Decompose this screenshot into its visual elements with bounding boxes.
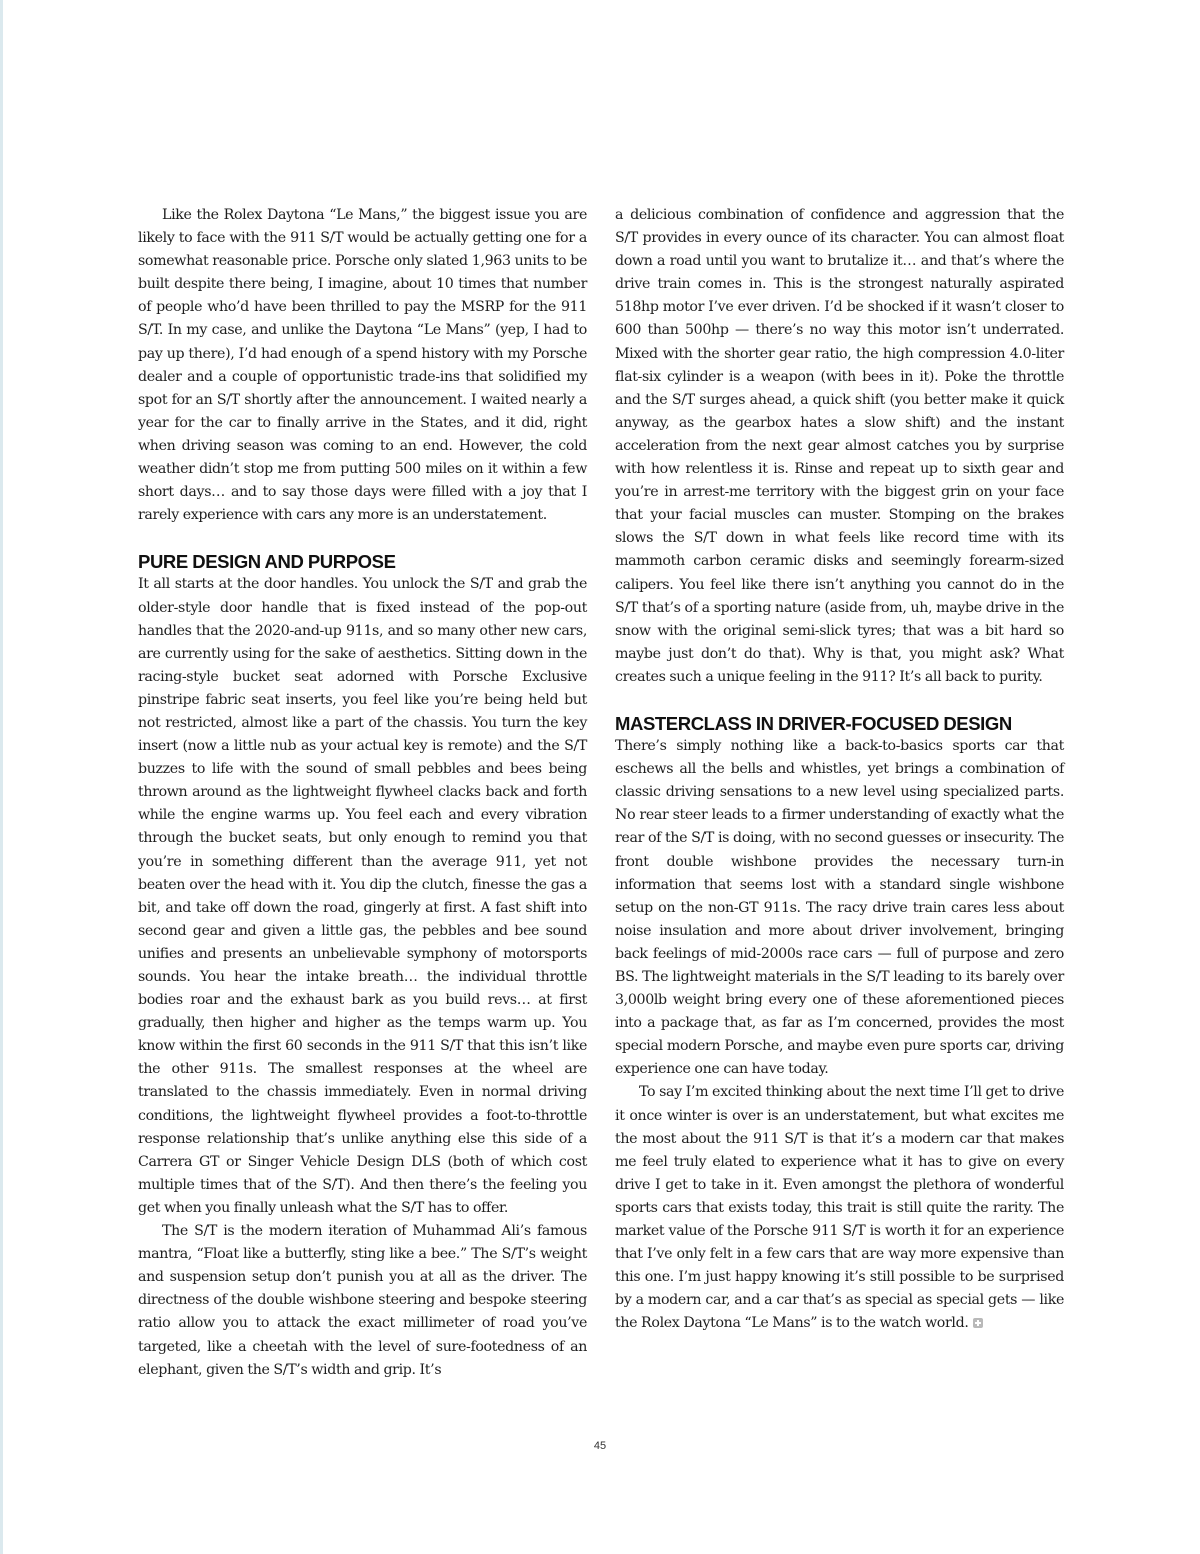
page-edge: [0, 0, 3, 1554]
article-paragraph: The S/T is the modern iteration of Muhammad Ali’s famous mantra, “Float like a butterfly, sting like a bee.” The S/T’s weight and suspension setup don’t punish you at all as the driver. The directness of the double wishbone steering and bespoke steering ratio allow you to attack the exact millimeter of road you’ve targeted, like a cheetah with the level of sure-footedness of an elephant, given the S/T’s width and grip. It’s: [138, 1223, 587, 1378]
article-paragraph: a delicious combination of confidence and aggression that the S/T provides in every ounce of its character. You can almost float down a road until you want to brutalize it… and that’s where the drive train comes in. This is the strongest naturally aspirated 518hp motor I’ve ever driven. I’d be shocked if it wasn’t closer to 600 than 500hp — there’s no way this motor isn’t underrated. Mixed with the shorter gear ratio, the high compression 4.0-liter flat-six cylinder is a weapon (with bees in it). Poke the throttle and the S/T surges ahead, a quick shift (you better make it quick anyway, as the gearbox hates a slow shift) and the instant acceleration from the next gear almost catches you by surprise with how relentless it is. Rinse and repeat up to sixth gear and you’re in arrest-me territory with the biggest grin on your face that your facial muscles can muster. Stomping on the brakes slows the S/T down in what feels like record time with its mammoth carbon ceramic disks and seemingly forearm-sized calipers. You feel like there isn’t anything you cannot do in the S/T that’s of a sporting nature (aside from, uh, maybe drive in the snow with the original semi-slick tyres; that was a bit hard so maybe just don’t do that). Why is that, you might ask? What creates such a unique feeling in the 911? It’s all back to purity.: [615, 207, 1064, 685]
article-closing-paragraph: [615, 1081, 1064, 1335]
article-paragraph-text: To say I’m excited thinking about the next time I’ll get to drive it once winter is over is an understatement, but what excites me the most about the 911 S/T is that it’s a modern car that makes me feel truly elated to experience what it has to give on every drive I get to take in it. Even amongst the plethora of wonderful sports cars that exists today, this trait is still quite the rarity. The market value of the Porsche 911 S/T is worth it for an experience that I’ve only felt in a few cars that are way more expensive than this one. I’m just happy knowing it’s still possible to be surprised by a modern car, and a car that’s as special as special gets — like the Rolex Daytona “Le Mans” is to the watch world.: [615, 1084, 1064, 1332]
section-heading-masterclass: MASTERCLASS IN DRIVER-FOCUSED DESIGN: [615, 712, 1012, 734]
page-number: 45: [593, 1440, 607, 1452]
section-heading-pure-design: PURE DESIGN AND PURPOSE: [138, 551, 396, 573]
end-of-article-icon: [973, 1318, 983, 1328]
article-paragraph: There’s simply nothing like a back-to-basics sports car that eschews all the bells and whistles, yet brings a combination of classic driving sensations to a new level using specialized parts. No rear steer leads to a firmer understanding of exactly what the rear of the S/T is doing, with no second guesses or insecurity. The front double wishbone provides the necessary turn-in information that seems lost with a standard single wishbone setup on the non-GT 911s. The racy drive train cares less about noise insulation and more about driver involvement, bringing back feelings of mid-2000s race cars — full of purpose and zero BS. The lightweight materials in the S/T leading to its barely over 3,000lb weight bring every one of these aforementioned pieces into a package that, as far as I’m concerned, provides the most special modern Porsche, and maybe even pure sports car, driving experience one can have today.: [615, 738, 1064, 1078]
article-paragraph: It all starts at the door handles. You unlock the S/T and grab the older-style door handle that is fixed instead of the pop-out handles that the 2020-and-up 911s, and so many other new cars, are currently using for the sake of aesthetics. Sitting down in the racing-style bucket seat adorned with Porsche Exclusive pinstripe fabric seat inserts, you feel like you’re being held but not restricted, almost like a part of the chassis. You turn the key insert (now a little nub as your actual key is remote) and the S/T buzzes to life with the sound of small pebbles and bees being thrown around as the lightweight flywheel clacks back and forth while the engine warms up. You feel each and every vibration through the bucket seats, but only enough to remind you that you’re in something different than the average 911, yet not beaten over the head with it. You dip the clutch, finesse the gas a bit, and take off down the road, gingerly at first. A fast shift into second gear and given a little gas, the pebbles and bee sound unifies and presents an unbelievable symphony of motorsports sounds. You hear the intake breath… the individual throttle bodies roar and the exhaust bark as you build revs… at first gradually, then higher and higher as the temps warm up. You know within the first 60 seconds in the 911 S/T that this isn’t like the other 911s. The smallest responses at the wheel are translated to the chassis immediately. Even in normal driving conditions, the lightweight flywheel provides a foot-to-throttle response relationship that’s unlike anything else this side of a Carrera GT or Singer Vehicle Design DLS (both of which cost multiple times that of the S/T). And then there’s the feeling you get when you finally unleash what the S/T has to offer.: [138, 576, 587, 1216]
left-column: [138, 204, 587, 1382]
article-paragraph: Like the Rolex Daytona “Le Mans,” the biggest issue you are likely to face with the 911 S/T would be actually getting one for a somewhat reasonable price. Porsche only slated 1,963 units to be built despite there being, I imagine, about 10 times that number of people who’d have been thrilled to pay the MSRP for the 911 S/T. In my case, and unlike the Daytona “Le Mans” (yep, I had to pay up there), I’d had enough of a spend history with my Porsche dealer and a couple of opportunistic trade-ins that solidified my spot for an S/T shortly after the announcement. I waited nearly a year for the car to finally arrive in the States, and it did, right when driving season was coming to an end. However, the cold weather didn’t stop me from putting 500 miles on it within a few short days… and to say those days were filled with a joy that I rarely experience with cars any more is an understatement.: [138, 207, 587, 524]
right-column: [615, 204, 1064, 1336]
